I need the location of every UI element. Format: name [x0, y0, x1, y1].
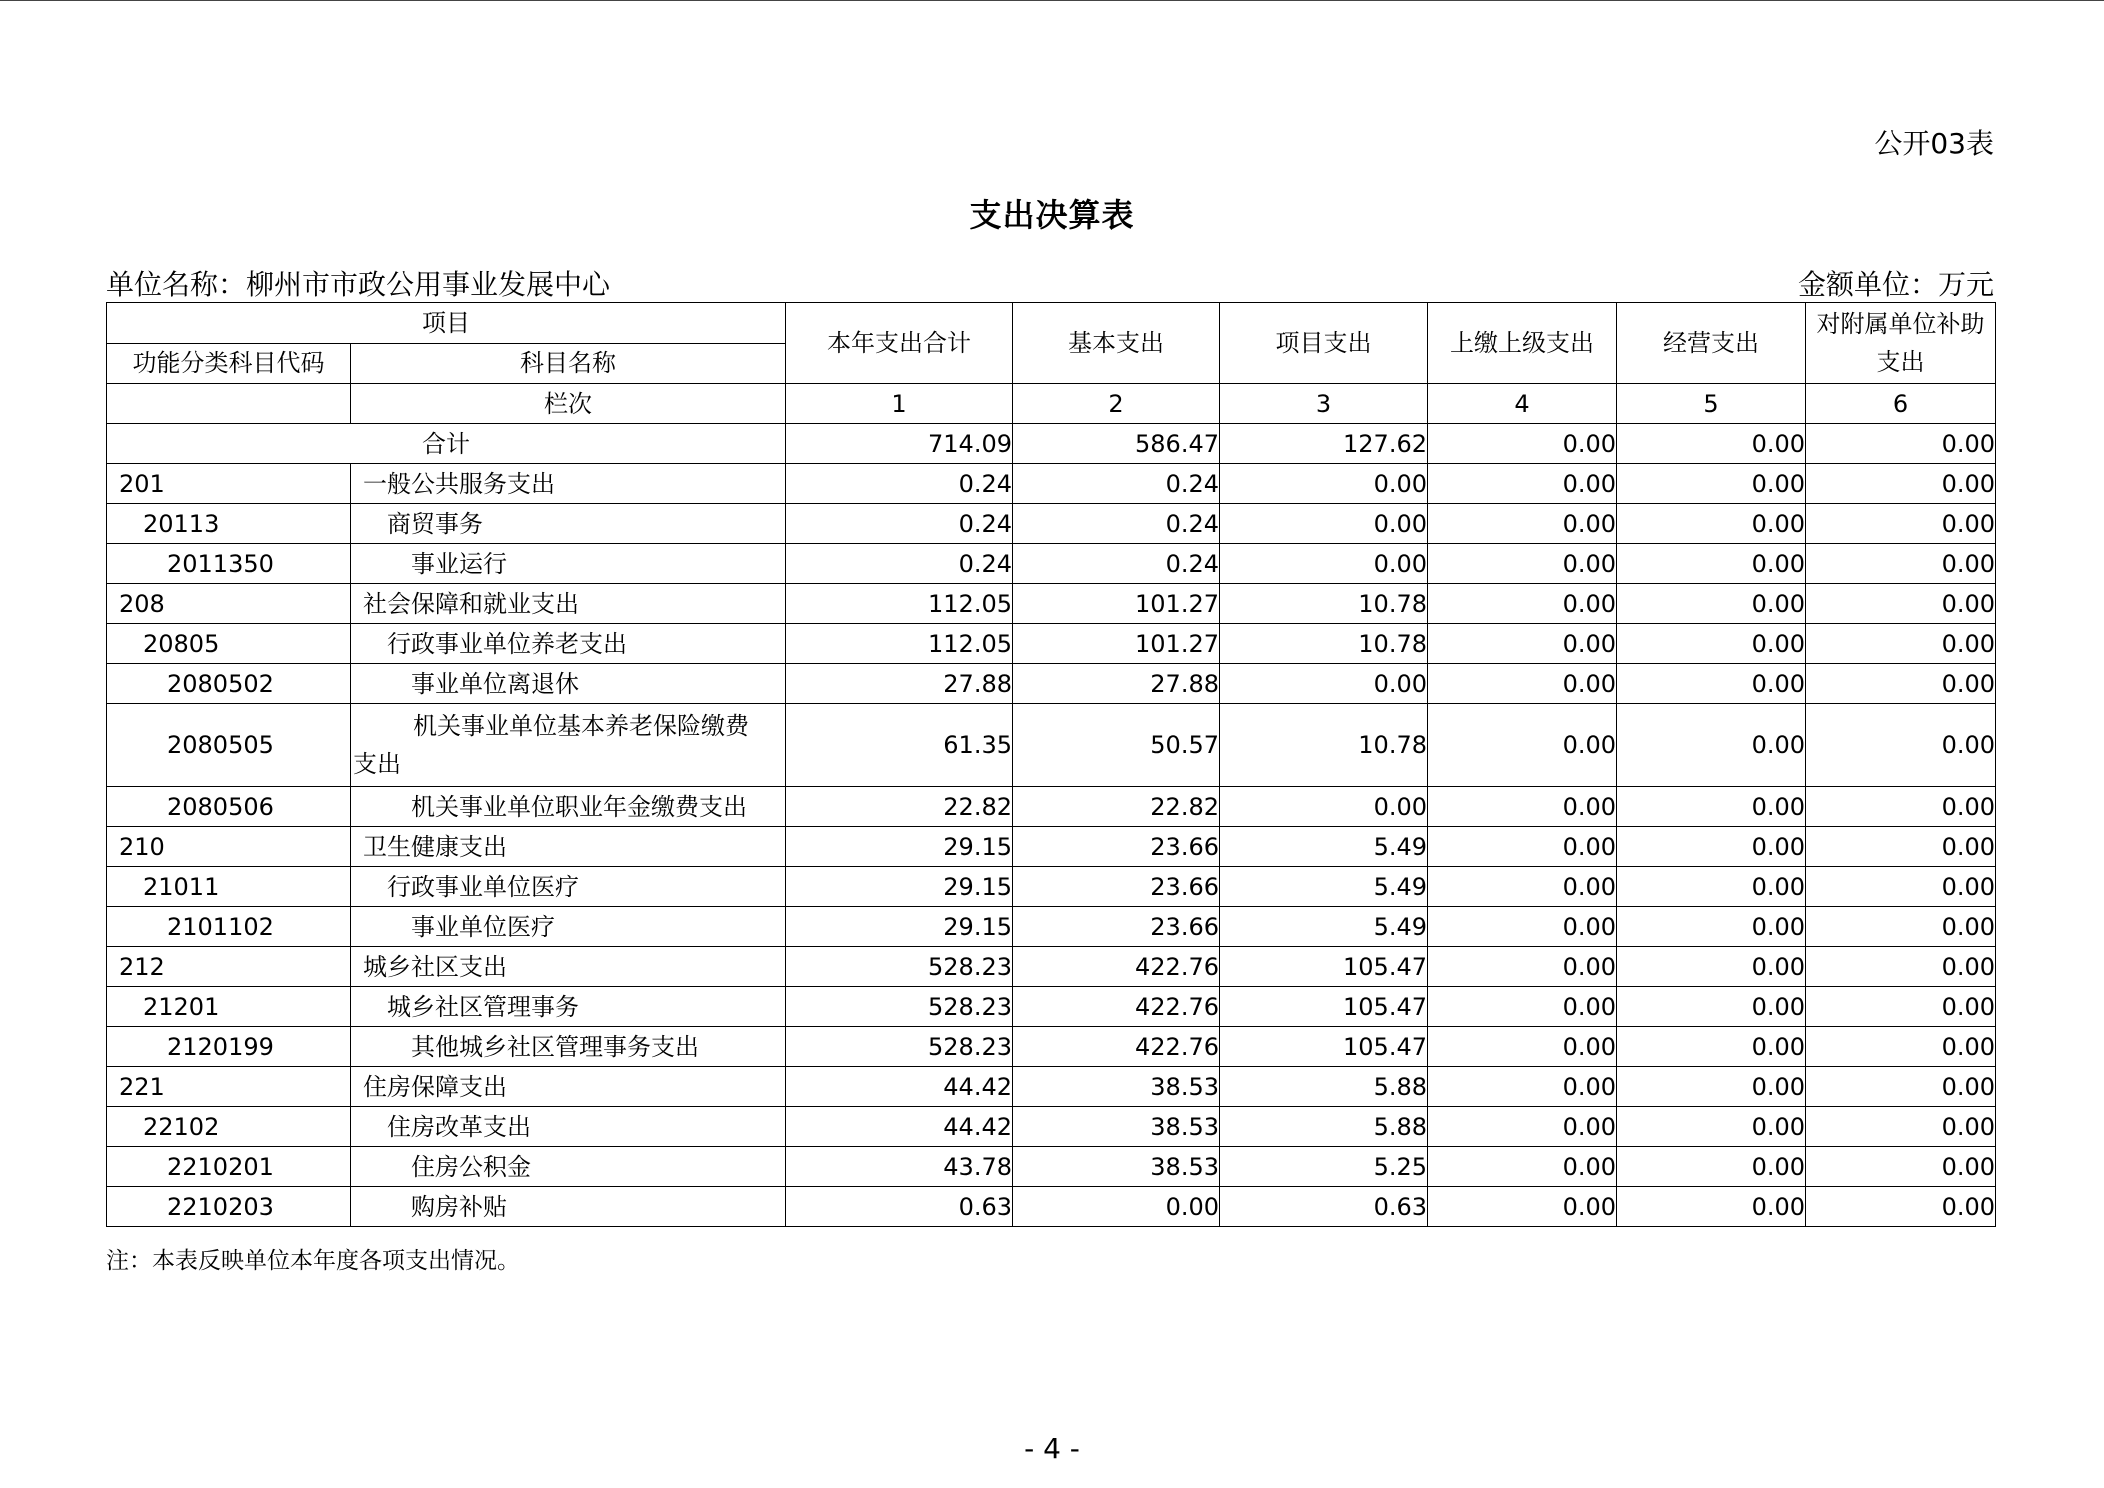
cell-value: 528.23: [786, 987, 1013, 1027]
cell-value: 10.78: [1220, 584, 1428, 624]
col-index-3: 3: [1220, 384, 1428, 424]
cell-value: 0.00: [1617, 867, 1806, 907]
cell-value: 105.47: [1220, 947, 1428, 987]
cell-value: 0.00: [1220, 504, 1428, 544]
page-number: - 4 -: [1024, 1432, 1080, 1465]
unit-name: 单位名称：柳州市市政公用事业发展中心: [106, 268, 611, 301]
cell-value: 0.00: [1428, 504, 1617, 544]
cell-value: 0.00: [1617, 464, 1806, 504]
table-row: [107, 907, 1996, 947]
row-name: 住房保障支出: [351, 1067, 786, 1107]
header-operating: 经营支出: [1617, 303, 1806, 384]
row-name: 城乡社区支出: [351, 947, 786, 987]
cell-value: 0.00: [1428, 827, 1617, 867]
cell-value: 0.63: [1220, 1187, 1428, 1227]
row-code: 22102: [107, 1107, 351, 1147]
cell-value: 0.00: [1428, 704, 1617, 787]
cell-value: 0.00: [1806, 1187, 1996, 1227]
top-border-line: [0, 0, 2104, 1]
table-row: [107, 947, 1996, 987]
row-name: 卫生健康支出: [351, 827, 786, 867]
cell-value: 0.00: [1806, 1027, 1996, 1067]
cell-value: 0.00: [1617, 1067, 1806, 1107]
row-name-line2: 支出: [353, 750, 401, 778]
cell-value: 0.00: [1220, 544, 1428, 584]
row-code: 212: [107, 947, 351, 987]
row-name: 社会保障和就业支出: [351, 584, 786, 624]
cell-value: 0.00: [1806, 504, 1996, 544]
cell-value: 0.00: [1806, 544, 1996, 584]
header-code: 功能分类科目代码: [107, 343, 351, 384]
cell-value: 586.47: [1013, 424, 1220, 464]
cell-value: 528.23: [786, 1027, 1013, 1067]
cell-value: 0.00: [1806, 867, 1996, 907]
cell-value: 714.09: [786, 424, 1013, 464]
row-name: 住房公积金: [351, 1147, 786, 1187]
header-total: 本年支出合计: [786, 303, 1013, 384]
cell-value: 0.63: [786, 1187, 1013, 1227]
cell-value: 0.00: [1617, 424, 1806, 464]
table-row: [107, 664, 1996, 704]
table-row: [107, 624, 1996, 664]
cell-value: 0.00: [1806, 624, 1996, 664]
row-name: 购房补贴: [351, 1187, 786, 1227]
col-index-6: 6: [1806, 384, 1996, 424]
cell-value: 38.53: [1013, 1107, 1220, 1147]
cell-value: 0.00: [1806, 664, 1996, 704]
sum-row: [107, 424, 1996, 464]
cell-value: 29.15: [786, 867, 1013, 907]
cell-value: 422.76: [1013, 947, 1220, 987]
cell-value: 44.42: [786, 1067, 1013, 1107]
header-subsidy-line1: 对附属单位补助: [1816, 310, 1985, 338]
table-note: 注：本表反映单位本年度各项支出情况。: [106, 1248, 520, 1274]
row-code: 2210203: [107, 1187, 351, 1227]
cell-value: 0.00: [1428, 1107, 1617, 1147]
cell-value: 0.00: [1428, 787, 1617, 827]
col-index-2: 2: [1013, 384, 1220, 424]
row-name: 事业单位离退休: [351, 664, 786, 704]
cell-value: 0.00: [1428, 867, 1617, 907]
cell-value: 0.00: [1806, 584, 1996, 624]
table-row: [107, 544, 1996, 584]
row-code: 21201: [107, 987, 351, 1027]
cell-value: 0.00: [1428, 1027, 1617, 1067]
cell-value: 0.00: [1220, 787, 1428, 827]
cell-value: 29.15: [786, 827, 1013, 867]
table-row: [107, 987, 1996, 1027]
row-code: 21011: [107, 867, 351, 907]
table-row: [107, 827, 1996, 867]
cell-value: 0.00: [1617, 1107, 1806, 1147]
cell-value: 0.00: [1617, 664, 1806, 704]
row-name: 商贸事务: [351, 504, 786, 544]
cell-value: 0.00: [1806, 987, 1996, 1027]
row-name: 事业运行: [351, 544, 786, 584]
header-project: 项目支出: [1220, 303, 1428, 384]
table-row: [107, 464, 1996, 504]
cell-value: 43.78: [786, 1147, 1013, 1187]
cell-value: 0.24: [1013, 464, 1220, 504]
col-index-4: 4: [1428, 384, 1617, 424]
cell-value: 23.66: [1013, 827, 1220, 867]
cell-value: 0.00: [1428, 947, 1617, 987]
cell-value: 0.00: [1617, 624, 1806, 664]
col-index-5: 5: [1617, 384, 1806, 424]
cell-value: 422.76: [1013, 987, 1220, 1027]
cell-value: 0.00: [1428, 584, 1617, 624]
cell-value: 105.47: [1220, 1027, 1428, 1067]
cell-value: 0.00: [1428, 664, 1617, 704]
row-code: 2080505: [107, 704, 351, 787]
cell-value: 5.49: [1220, 907, 1428, 947]
expenditure-table: [106, 302, 1996, 1227]
cell-value: 0.00: [1617, 1027, 1806, 1067]
row-name: 行政事业单位医疗: [351, 867, 786, 907]
header-name: 科目名称: [351, 343, 786, 384]
cell-value: 0.00: [1428, 424, 1617, 464]
cell-value: 127.62: [1220, 424, 1428, 464]
cell-value: 0.00: [1428, 1187, 1617, 1227]
cell-value: 0.00: [1806, 424, 1996, 464]
cell-value: 0.00: [1806, 1067, 1996, 1107]
cell-value: 0.00: [1806, 947, 1996, 987]
cell-value: 0.00: [1428, 624, 1617, 664]
header-item: 项目: [107, 303, 786, 344]
cell-value: 0.00: [1806, 827, 1996, 867]
cell-value: 0.00: [1013, 1187, 1220, 1227]
cell-value: 50.57: [1013, 704, 1220, 787]
cell-value: 0.00: [1617, 584, 1806, 624]
cell-value: 5.25: [1220, 1147, 1428, 1187]
cell-value: 0.00: [1428, 907, 1617, 947]
cell-value: 0.00: [1806, 464, 1996, 504]
cell-value: 0.00: [1617, 987, 1806, 1027]
cell-value: 0.00: [1617, 827, 1806, 867]
cell-value: 0.00: [1220, 664, 1428, 704]
cell-value: 0.00: [1617, 787, 1806, 827]
table-row: [107, 504, 1996, 544]
col-index-blank: [107, 384, 351, 424]
cell-value: 0.24: [786, 504, 1013, 544]
row-code: 2210201: [107, 1147, 351, 1187]
cell-value: 0.24: [786, 464, 1013, 504]
cell-value: 0.00: [1428, 987, 1617, 1027]
money-unit: 金额单位：万元: [1797, 268, 1994, 301]
cell-value: 0.00: [1220, 464, 1428, 504]
cell-value: 5.88: [1220, 1067, 1428, 1107]
cell-value: 0.00: [1617, 1147, 1806, 1187]
page-title: 支出决算表: [969, 196, 1135, 234]
table-row: [107, 787, 1996, 827]
cell-value: 0.00: [1617, 907, 1806, 947]
row-name: 其他城乡社区管理事务支出: [351, 1027, 786, 1067]
row-code: 2120199: [107, 1027, 351, 1067]
table-row: [107, 1107, 1996, 1147]
cell-value: 0.00: [1806, 1147, 1996, 1187]
row-name: 一般公共服务支出: [351, 464, 786, 504]
cell-value: 22.82: [786, 787, 1013, 827]
row-name: 事业单位医疗: [351, 907, 786, 947]
cell-value: 5.49: [1220, 867, 1428, 907]
table-row: [107, 1187, 1996, 1227]
header-remit: 上缴上级支出: [1428, 303, 1617, 384]
cell-value: 5.49: [1220, 827, 1428, 867]
cell-value: 38.53: [1013, 1147, 1220, 1187]
cell-value: 0.00: [1617, 504, 1806, 544]
col-index-label: 栏次: [351, 384, 786, 424]
cell-value: 0.00: [1617, 704, 1806, 787]
cell-value: 5.88: [1220, 1107, 1428, 1147]
cell-value: 422.76: [1013, 1027, 1220, 1067]
table-row: [107, 1067, 1996, 1107]
cell-value: 0.00: [1428, 1147, 1617, 1187]
row-name: 行政事业单位养老支出: [351, 624, 786, 664]
row-name: 住房改革支出: [351, 1107, 786, 1147]
cell-value: 22.82: [1013, 787, 1220, 827]
header-subsidy-line2: 支出: [1876, 348, 1925, 376]
form-number: 公开03表: [1874, 127, 1994, 160]
row-code: 221: [107, 1067, 351, 1107]
cell-value: 10.78: [1220, 704, 1428, 787]
cell-value: 101.27: [1013, 584, 1220, 624]
cell-value: 0.00: [1428, 544, 1617, 584]
cell-value: 112.05: [786, 624, 1013, 664]
table-row: [107, 1147, 1996, 1187]
cell-value: 0.24: [786, 544, 1013, 584]
header-basic: 基本支出: [1013, 303, 1220, 384]
cell-value: 44.42: [786, 1107, 1013, 1147]
row-code: 2080506: [107, 787, 351, 827]
cell-value: 0.24: [1013, 544, 1220, 584]
row-name-line1: 机关事业单位基本养老保险缴费: [413, 712, 749, 740]
col-index-1: 1: [786, 384, 1013, 424]
cell-value: 105.47: [1220, 987, 1428, 1027]
sum-label: 合计: [107, 424, 786, 464]
table-row: [107, 1027, 1996, 1067]
cell-value: 101.27: [1013, 624, 1220, 664]
table-row: [107, 704, 1996, 787]
row-code: 2101102: [107, 907, 351, 947]
cell-value: 0.00: [1806, 1107, 1996, 1147]
cell-value: 38.53: [1013, 1067, 1220, 1107]
cell-value: 61.35: [786, 704, 1013, 787]
cell-value: 29.15: [786, 907, 1013, 947]
row-code: 201: [107, 464, 351, 504]
row-code: 20805: [107, 624, 351, 664]
cell-value: 27.88: [1013, 664, 1220, 704]
row-code: 210: [107, 827, 351, 867]
row-name: 城乡社区管理事务: [351, 987, 786, 1027]
table-row: [107, 584, 1996, 624]
row-code: 20113: [107, 504, 351, 544]
row-code: 2080502: [107, 664, 351, 704]
cell-value: 0.00: [1617, 1187, 1806, 1227]
cell-value: 0.00: [1617, 947, 1806, 987]
cell-value: 0.24: [1013, 504, 1220, 544]
cell-value: 0.00: [1428, 1067, 1617, 1107]
cell-value: 0.00: [1806, 704, 1996, 787]
cell-value: 528.23: [786, 947, 1013, 987]
cell-value: 23.66: [1013, 867, 1220, 907]
cell-value: 27.88: [786, 664, 1013, 704]
row-code: 2011350: [107, 544, 351, 584]
cell-value: 10.78: [1220, 624, 1428, 664]
cell-value: 0.00: [1806, 907, 1996, 947]
row-name: [351, 704, 786, 787]
header-subsidy: [1806, 303, 1996, 384]
cell-value: 0.00: [1806, 787, 1996, 827]
cell-value: 112.05: [786, 584, 1013, 624]
cell-value: 23.66: [1013, 907, 1220, 947]
row-name: 机关事业单位职业年金缴费支出: [351, 787, 786, 827]
cell-value: 0.00: [1617, 544, 1806, 584]
cell-value: 0.00: [1428, 464, 1617, 504]
table-row: [107, 867, 1996, 907]
row-code: 208: [107, 584, 351, 624]
